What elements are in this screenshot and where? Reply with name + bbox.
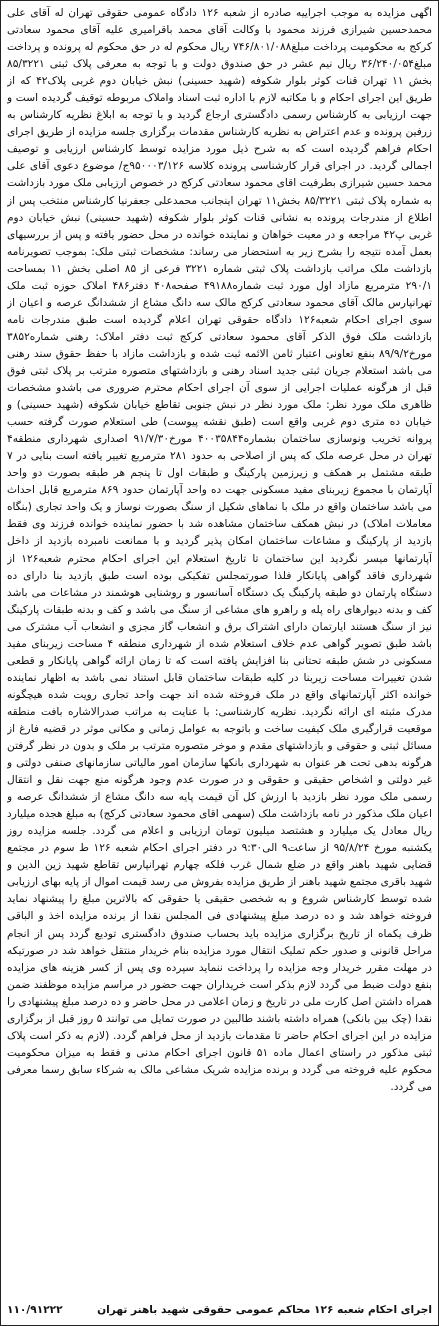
issuer-signature: اجرای احکام شعبه ۱۲۶ محاکم عمومی حقوقی شهید باهنر تهران [97,1304,432,1316]
notice-body: اگهی مزایده به موجب اجراییه صادره از شعبه ۱۲۶ دادگاه عمومی حقوقی تهران له آقای علی محمدحسین شیرازی فرزند محمود با وکالت آقای محمد باقرامیری علیه آقای محمود سعادتی کرکج به محکومیت پرداخت مبلغ۷۴۶/۸۰۱/۰۸۸ ریال محکوم له در حق محکوم له پرونده و پرداخت مبلغ۳۶/۲۴۰/۰۵۴ ریال نیم عشر در حق صندوق دولت و با توجه به معرفی پلاک ثبتی ۸۵/۳۲۲۱ بخش ۱۱ تهران قنات کوثر بلوار شکوفه (شهید حسینی) نبش خیابان دوم غربی پلاک۴۲ که از طریق این اجرای احکام و با مکاتبه لازم با اداره ثبت اسناد واملاک مربوطه توقیف گردیده است و جهت ارزیابی به کارشناس رسمی دادگستری ارجاع گردید و با توجه به ابلاغ نظریه کارشناس به زرفین پرونده و عدم اعتراض به نظریه کارشناس مقدمات برگزاری جلسه مزایده از طریق اجرای احکام فراهم گردیده است که به شرح ذیل مورد مزایده توسط کارشناس ارزیابی و توصیف اجمالی گردید. در اجرای قرار کارشناسی پرونده کلاسه ۹۵۰۰۰۳/۱۲۶ج/ موضوع دعوی آقای علی محمد حسین شیرازی بطرفیت اقای محمود سعادتی کرکج در خصوص ارزیابی ملک مورد بازداشت به شماره پلاک ثبتی ۸۵/۳۲۲۱ بخش۱۱ تهران اینجانب محمدعلی جعفرنیا کارشناس منتخب پس از اطلاع از مندرجات پرونده به نشانی قنات کوثر بلوار شکوفه (شهید حسینی) نبش خیابان دوم غربی پ۴۲ مراجعه و در معیت خواهان و نماینده خوانده در محل حضور یافته و پس از بررسیهای بعمل آمده نتیجه را بشرح زیر به استحضار می رساند: مشخصات ثبتی ملک: بموجب تصویرنامه بازداشت ملک مراتب بازداشت پلاک ثبتی شماره ۳۲۲۱ فرعی از ۸۵ اصلی بخش ۱۱ بمساحت ۲۹۰/۱ مترمربع مازاد اول مورد ثبت شماره۴۹۱۸۸ صفحه۴۰۸ دفتر۴۸۶ املاک حوزه ثبت ملک تهرانپارس مالک آقای محمود سعادتی کرکج مالک سه دانگ مشاع از ششدانگ عرصه و اعیان از سوی اجرای احکام شعبه۱۲۶ دادگاه حقوقی تهران اعلام گردیده است طبق مندرجات نامه بازداشت ملک فوق الذکر آقای محمود سعادتی کرکج ثبت دفتر املاک: رهنی شماره۳۸۵۲ مورخ۸۹/۹/۲ بنفع تعاونی اعتبار ثامن الائمه ثبت شده و بازداشت مازاد با حفظ حقوق سند رهنی می باشد استعلام جریان ثبتی جدید اسناد رهنی و بازداشتهای متصوره مترتب بر پلاک ثبتی فوق قبل از هرگونه عملیات اجرایی از سوی آن اجرای احکام محترم ضروری می باشدو مشخصات ظاهری ملک مورد نظر: ملک مورد نظر در نبش جنوبی تقاطع خیابان شکوفه (شهید حسینی) و خیابان ده متری دوم غربی واقع است (طبق نقشه پیوست) طی استعلام صورت گرفته حسب پروانه تخریب ونوسازی ساختمان بشماره۴۰۰۳۵۸۴۴ مورخ۹۱/۷/۳۰ اصداری شهرداری منطقه۴ تهران در محل عرصه ملک که پس از اصلاحی به حدود ۲۸۱ مترمربع تغییر یافته است بنایی در ۷ طبقه مشتمل بر همکف و زیرزمین پارکینگ و طبقات اول تا پنجم هر طبقه بصورت دو واحد آپارتمان با مجموع زیربنای مفید مسکونی جهت ده واحد آپارتمان حدود ۸۶۹ مترمربع قابل احداث می باشد ساختمان واقع در ملک با نماهای شکیل از سنگ بصورت نوساز و یک واحد تجاری (بنگاه معاملات املاک) در نبش همکف ساختمان مشاهده شد با حضور نماینده خوانده فرزند وی فقط بازدید از پارکینگ و مشاعات ساختمان امکان پذیر گردید و با ممانعت نامبرده بازدید از داخل آپارتمانها میسر نگردید این ساختمان تا تاریخ استعلام این اجرای احکام محترم شعبه۱۲۶ از شهرداری فاقد گواهی پایانکار فلذا صورتمجلس تفکیکی بوده است طبق بازدید بنا دارای ده دستگاه پارتمان دو طبقه پارکینگ یک دستگاه آسانسور و روشنایی هوشمند در مشاعات می باشد کف و بدنه دیوارهای راه پله و راهرو های مشاعی از سنگ می باشد و کف و بدنه طبقات پارکینگ نیز از سنگ هستند ایارتمان دارای اشتراک برق و انشعاب گاز مجزی و انشعاب آب مشترک می باشد طبق تصویر گواهی عدم خلاف استعلام شده از شهرداری منطقه ۴ مساحت زیربنای مفید مسکونی در شش طبقه تحتانی بنا افزایش یافته است که تا زمان ارائه گواهی پایانکار و قطعی شدن تغییرات مساحت زیربنا در کلیه طبقات ساختمان قابل استناد نمی باشد به اظهار نماینده خوانده اکثر آپارتمانهای واقع در ملک فروخته شده اند جهت واحد تجاری رویت شده هیچگونه مدرک مثبته ای ارائه نگردید. نظریه کارشناسی: با عنایت به مراتب صدرالاشاره بافت منطقه موقعیت قرارگیری ملک کیفیت ساخت و باتوجه به عوامل زمانی و مکانی موثر در قضیه فارغ از مسائل ثبتی و حقوقی و بازداشتهای مقدم و موخر متصوره مترتب بر ملک و بدون در نظر گرفتن هرگونه بدهی تحت هر عنوان به شهرداری بانکها سازمان امور مالیاتی سازمانهای صنفی دولتی و غیر دولتی و اشخاص حقیقی و حقوقی و در صورت عدم وجود هرگونه منع جهت نقل و انتقال رسمی ملک مورد نظر بازدید با ارزش کل آن قیمت پایه سه دانگ مشاع از ششدانگ عرصه و اعیان ملک مذکور در نامه بازداشت ملک (سهمی اقای محمود سعادتی کرکج) به مبلغ هجده میلیارد ریال معادل یک میلیارد و هشتصد میلیون تومان ارزیابی و اعلام می گردد. جلسه مزایده روز یکشنبه مورخ ۹۵/۸/۲۴ از ساعت۹ الی۹:۳۰ در دفتر اجرای احکام شعبه ۱۲۶ ط سوم در مجتمع قضایی شهید باهنر واقع در ضلع شمال غرب فلکه چهارم تهرانپارس تقاطع شهید زین الدین و شهید باقری مجتمع شهید باهنر از طریق مزایده بفروش می رسد قیمت اموال از پایه بهای ارزیابی شده توسط کارشناس شروع و به شخصی حقیقی یا حقوقی که بالاترین مبلغ را پیشنهاد نماید فروخته خواهد شد و ده درصد مبلغ پیشنهادی فی المجلس نقدا از برنده مزایده اخذ و الباقی ظرف یکماه از تاریخ برگزاری مزایده باید بحساب صندوق دادگستری تودیع گردد پس از انجام مراحل قانونی و صدور حکم تملیک انتقال مورد مزایده بنام خریدار منتقل خواهد شد در صورتیکه در مهلت مقرر خریدار وجه مزایده را پرداخت ننماید سپرده وی پس از کسر هزینه های مزایده بنفع دولت ضبط می گردد لازم بذکر است خریداران جهت حضور در مراسم مزایده موظفند ضمن همراه داشتن اصل کارت ملی در تاریخ و زمان اعلامی در محل حاضر و ده درصد مبلغ پیشنهادی را نقدا (چک بین بانکی) همراه داشته باشند طالبین در صورت تمایل می توانند ۵ روز قبل از برگزاری مزایده در این اجرای احکام حاضر تا مقدمات بازدید از محل فراهم گردد. (لازم به ذکر است پلاک ثبتی مذکور در راستای اعمال ماده ۵۱ قانون اجرای احکام مدنی و فقط به میزان محکومیت محکوم علیه فروخته می گردد و برنده مزایده شریک مشاعی مالک به شرکاء سابق رسما معرفی می گردد. [7,7,432,1093]
notice-footer [7,1300,432,1319]
reference-number: ۱۱۰/۹۱۲۲۲ [7,1304,63,1316]
